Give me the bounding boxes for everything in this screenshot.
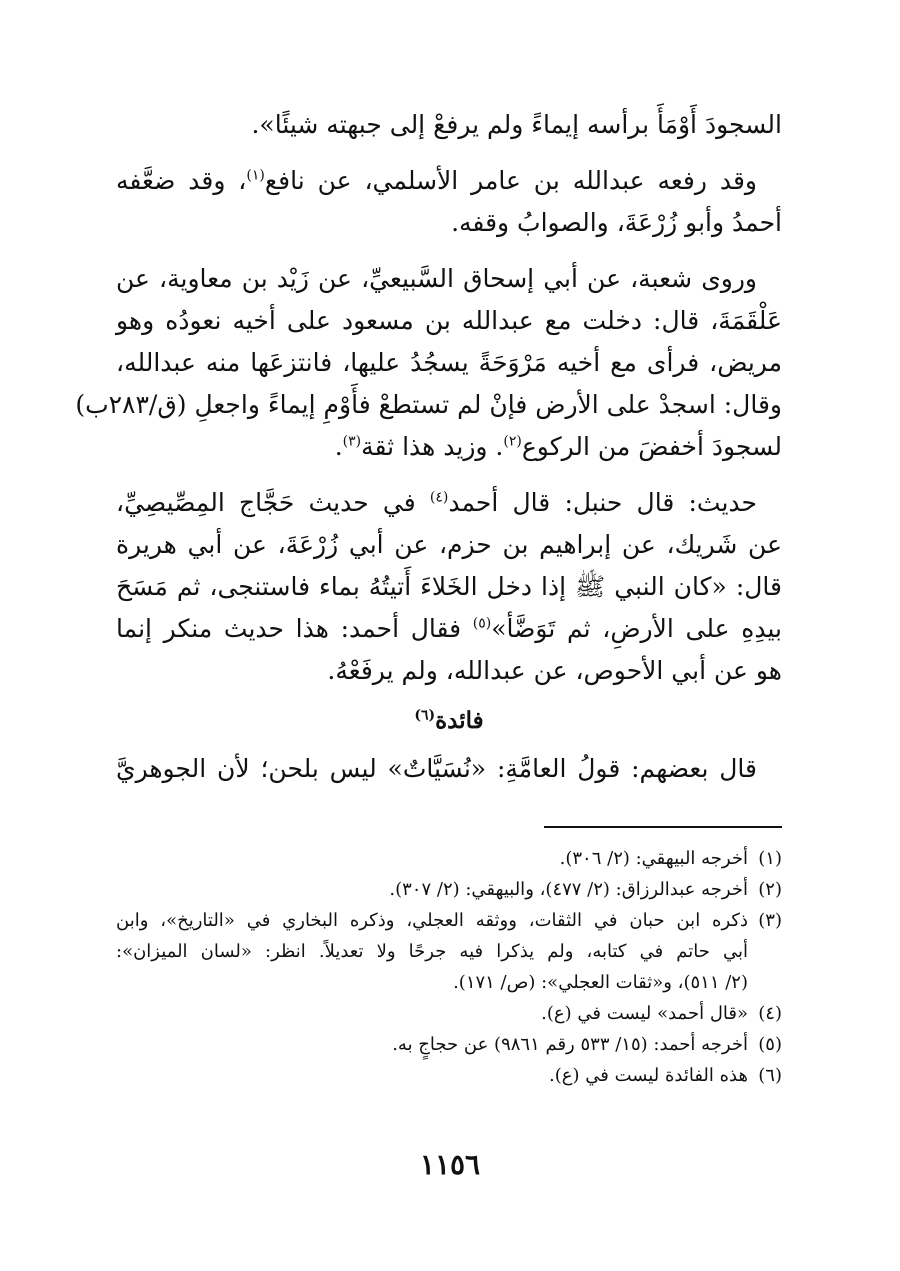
main-text (75, 104, 782, 790)
text-line: مريض، فرأى مع أخيه مَرْوَحَةً يسجُدُ عليها، فانتزعَها منه عبدالله، (116, 348, 782, 377)
footnote-ref: (٣) (342, 433, 362, 450)
text-line: هو عن أبي الأحوص، عن عبدالله، ولم يرفَعْهُ. (327, 656, 782, 685)
footnote (116, 998, 782, 1029)
footnote-text: (٢/ ٥١١)، و«ثقات العجلي»: (ص/ ١٧١). (453, 972, 748, 993)
text-line: أحمدُ وأبو زُرْعَةَ، والصوابُ وقفه. (451, 208, 782, 237)
footnotes (116, 843, 782, 1091)
footnote-text: أخرجه البيهقي: (٢/ ٣٠٦). (559, 848, 748, 869)
footnote-text: أخرجه أحمد: (١٥/ ٥٣٣ رقم ٩٨٦١) عن حجاجٍ به. (392, 1034, 748, 1055)
text-line: عن شَريك، عن إبراهيم بن حزم، عن أبي زُرْعَةَ، عن أبي هريرة (116, 530, 782, 559)
footnote-ref: (١) (246, 167, 265, 184)
footnote-text: هذه الفائدة ليست في (ع). (549, 1065, 748, 1086)
footnote-number: (٢) (758, 879, 782, 900)
footnote-ref: (٤) (429, 489, 449, 506)
footnote-ref: (٢) (503, 433, 522, 450)
footnote-ref: (٥) (472, 615, 492, 632)
page-number: ١١٥٦ (419, 1148, 481, 1181)
footnote-text: أبي حاتم في كتابه، ولم يذكرا فيه جرحًا ولا تعديلاً. انظر: «لسان الميزان»: (116, 941, 748, 962)
text-line: بيدِهِ على الأرضِ، ثم تَوَضَّأ»$^{(٥)}$ فقال أحمد: هذا حديث منكر إنما (116, 614, 782, 643)
text-line: السجودَ أَوْمَأَ برأسه إيماءً ولم يرفعْ إلى جبهته شيئًا». (251, 110, 782, 139)
footnote-text: ذكره ابن حبان في الثقات، ووثقه العجلي، وذكره البخاري في «التاريخ»، وابن (116, 910, 748, 931)
text-line: عَلْقَمَةَ، قال: دخلت مع عبدالله بن مسعود على أخيه نعودُه وهو (116, 306, 782, 335)
footnote (116, 843, 782, 874)
footnote (116, 1060, 782, 1091)
footnote-text: «قال أحمد» ليست في (ع). (541, 1003, 748, 1024)
text-line: قال: «كان النبي ﷺ إذا دخل الخَلاءَ أَتيتُهُ بماء فاستنجى، ثم مَسَحَ (116, 572, 782, 601)
text-line: وقد رفعه عبدالله بن عامر الأسلمي، عن نافع$^{(١)}$، وقد ضعَّفه (116, 166, 757, 195)
section-heading: فائدة$^{(٦)}$ (414, 707, 484, 734)
text-line: حديث: قال حنبل: قال أحمد$^{(٤)}$ في حديث حَجَّاج المِصِّيصِيِّ، (116, 488, 757, 517)
footnote-number: (٤) (758, 1003, 782, 1024)
footnote (116, 874, 782, 905)
footnote-ref: (٦) (414, 707, 436, 724)
footnote-text: أخرجه عبدالرزاق: (٢/ ٤٧٧)، والبيهقي: (٢/ ٣٠٧). (389, 879, 748, 900)
text-line: وقال: اسجدْ على الأرض فإنْ لم تستطعْ فأَوْمِ إيماءً واجعلِ (ق/٢٨٣ب) (75, 390, 782, 419)
footnote-number: (١) (758, 848, 782, 869)
footnote (116, 1029, 782, 1060)
text-line: لسجودَ أخفضَ من الركوع$^{(٢)}$. وزيد هذا ثقة$^{(٣)}$. (334, 432, 782, 461)
text-line: وروى شعبة، عن أبي إسحاق السَّبيعيِّ، عن زَيْد بن معاوية، عن (116, 264, 757, 293)
footnote-number: (٣) (758, 910, 782, 931)
text-line: قال بعضهم: قولُ العامَّةِ: «نُسَيَّاتٌ» ليس بلحن؛ لأن الجوهريَّ (116, 754, 757, 783)
footnote-divider (544, 826, 782, 828)
footnote-number: (٥) (758, 1034, 782, 1055)
footnote-number: (٦) (758, 1065, 782, 1086)
footnote (116, 905, 782, 998)
